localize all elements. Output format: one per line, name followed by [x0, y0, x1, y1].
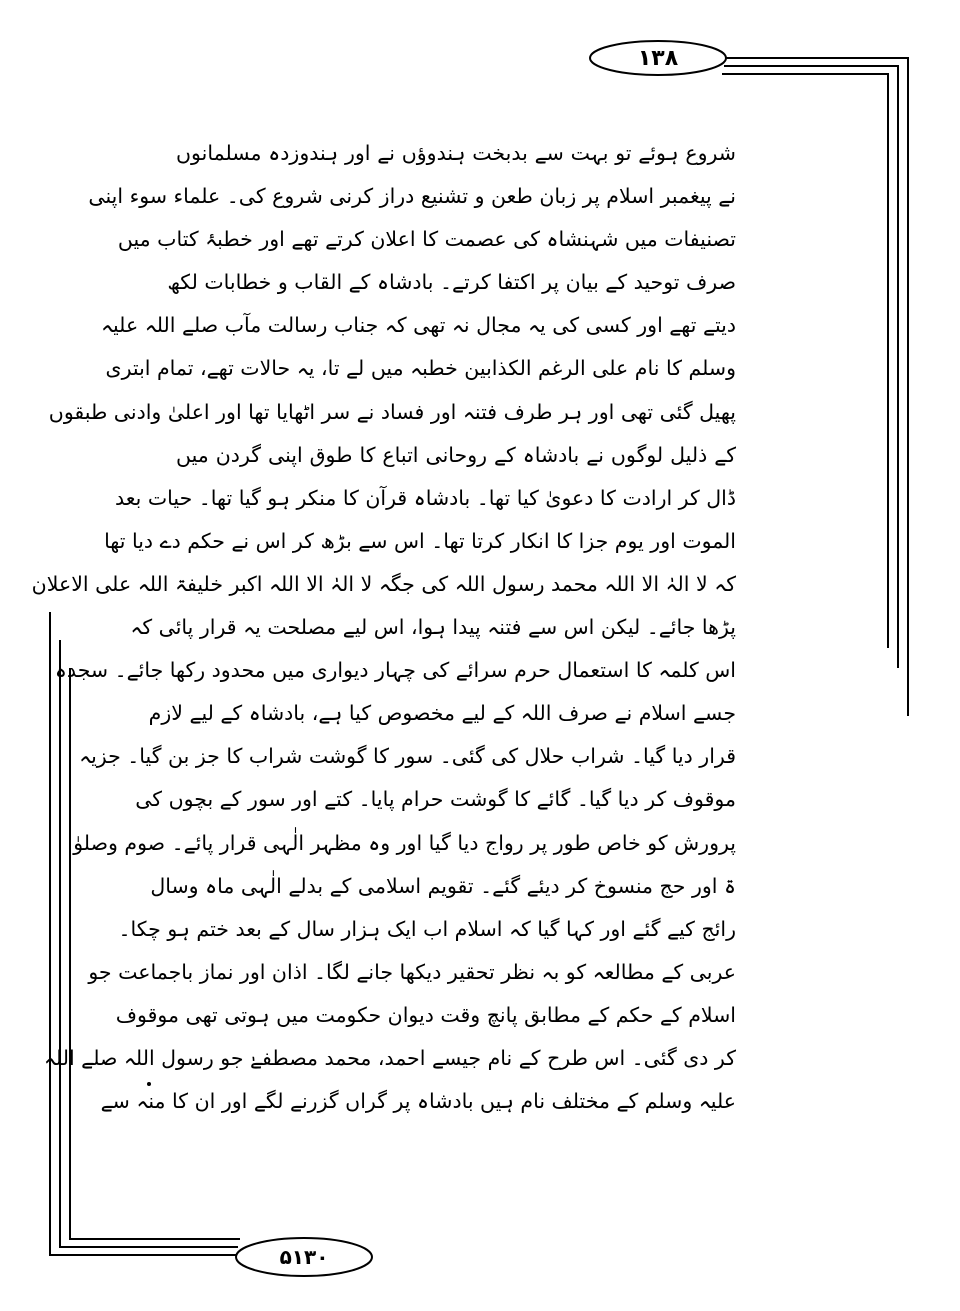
text-line: ۃ اور حج منسوخ کر دیئے گئے۔ تقویم اسلامی کے بدلے الٰہی ماہ وسال — [150, 873, 736, 898]
page-number: ۱۳۸ — [637, 45, 679, 71]
text-line: پرورش کو خاص طور پر رواج دیا گیا اور وہ مظہر الٰہی قرار پائے۔ صوم وصلوٰ — [73, 830, 736, 855]
text-line: کر دی گئی۔ اس طرح کے نام جیسے احمد، محمد مصطفےٰ جو رسول اللہ صلے اللہ — [43, 1045, 736, 1070]
text-line: پھیل گئی تھی اور ہر طرف فتنہ اور فساد نے سر اٹھایا تھا اور اعلیٰ وادنی طبقوں — [48, 399, 736, 424]
text-line: صرف توحید کے بیان پر اکتفا کرتے۔ بادشاہ کے القاب و خطابات لکھ — [167, 270, 736, 295]
text-line: عربی کے مطالعہ کو بہ نظر تحقیر دیکھا جانے لگا۔ اذان اور نماز باجماعت جو — [88, 959, 736, 984]
text-line: پڑھا جائے۔ لیکن اس سے فتنہ پیدا ہوا، اس لیے مصلحت یہ قرار پائی کہ — [130, 615, 736, 640]
footer-code: ۵۱۳۰ — [279, 1245, 329, 1269]
print-speck — [147, 1082, 151, 1086]
text-line: اس کلمہ کا استعمال حرم سرائے کی چہار دیواری میں محدود رکھا جائے۔ سجدہ — [54, 658, 736, 683]
text-line: تصنیفات میں شہنشاہ کی عصمت کا اعلان کرتے تھے اور خطبۂ کتاب میں — [117, 227, 736, 252]
text-line: الموت اور یوم جزا کا انکار کرتا تھا۔ اس سے بڑھ کر اس نے حکم دے دیا تھا — [104, 528, 736, 553]
text-line: قرار دیا گیا۔ شراب حلال کی گئی۔ سور کا گوشت شراب کا جز بن گیا۔ جزیہ — [79, 744, 736, 769]
text-line: کے ذلیل لوگوں نے بادشاہ کے روحانی اتباع کا طوق اپنی گردن میں — [176, 442, 736, 467]
text-line: نے پیغمبر اسلام پر زبان طعن و تشنیع دراز کرنی شروع کی۔ علماء سوء اپنی — [88, 184, 736, 209]
text-line: جسے اسلام نے صرف اللہ کے لیے مخصوص کیا ہے، بادشاہ کے لیے لازم — [148, 701, 736, 726]
text-line: شروع ہوئے تو بہت سے بدبخت ہندوؤں نے اور ہندوزدہ مسلمانوں — [176, 141, 736, 165]
text-line: اسلام کے حکم کے مطابق پانچ وقت دیوان حکومت میں ہوتی تھی موقوف — [115, 1002, 736, 1027]
text-line: موقوف کر دیا گیا۔ گائے کا گوشت حرام پایا۔ کتے اور سور کے بچوں کی — [135, 787, 736, 812]
text-line: کہ لا الہٰ الا اللہ محمد رسول اللہ کی جگہ لا الہٰ الا اللہ اکبر خلیفۃ اللہ علی الاعلان — [31, 571, 736, 596]
text-line: دیتے تھے اور کسی کی یہ مجال نہ تھی کہ جناب رسالت مآب صلے اللہ علیہ — [100, 313, 736, 338]
text-line: ڈال کر ارادت کا دعویٰ کیا تھا۔ بادشاہ قرآن کا منکر ہو گیا تھا۔ حیات بعد — [114, 485, 736, 510]
urdu-text-body — [31, 132, 736, 1123]
text-line: علیہ وسلم کے مختلف نام ہیں بادشاہ پر گراں گزرنے لگے اور ان کا منہ سے — [100, 1089, 736, 1114]
text-line: رائج کیے گئے اور کہا گیا کہ اسلام اب ایک ہزار سال کے بعد ختم ہو چکا۔ — [118, 916, 736, 941]
text-line: وسلم کا نام علی الرغم الکذابین خطبہ میں لے تا، یہ حالات تھے، تمام ابتری — [105, 356, 736, 381]
